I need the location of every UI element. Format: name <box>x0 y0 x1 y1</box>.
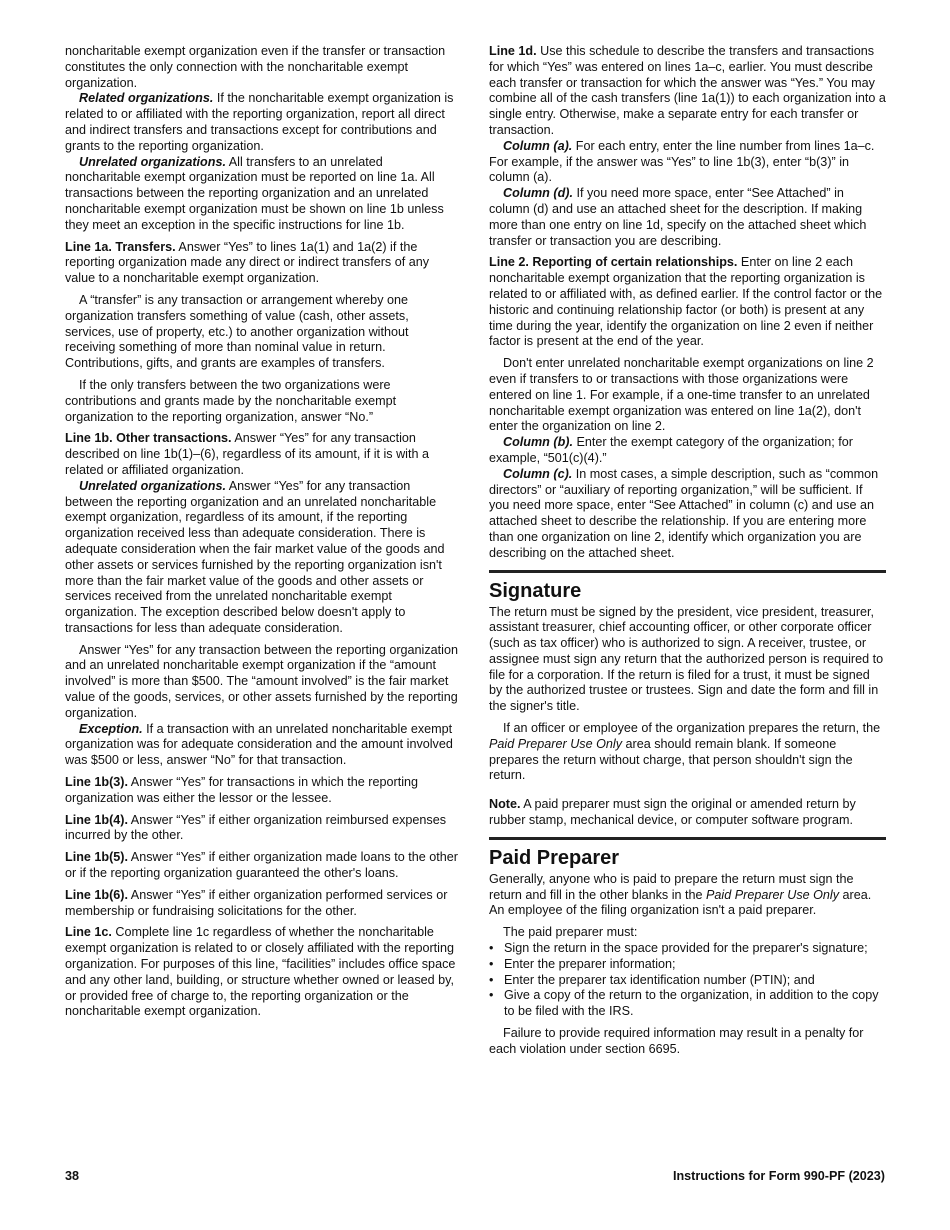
line-1b6-text: Answer “Yes” if either organization performed services or membership or fundraising solicitations for the other. <box>65 887 448 918</box>
line-1a-heading: Line 1a. Transfers. <box>65 239 176 254</box>
signature-paragraph-2: If an officer or employee of the organization prepares the return, the Paid Preparer Use Only area should remain blank. If someone prepares the return without charge, that person shouldn't sign the return. <box>489 721 881 783</box>
unrelated-organizations-paragraph <box>65 155 461 234</box>
note-heading: Note. <box>489 797 521 812</box>
column-a-heading: Column (a). <box>503 138 573 153</box>
line-1b6-heading: Line 1b(6). <box>65 887 128 902</box>
signature-section <box>489 570 886 829</box>
exception-text: If a transaction with an unrelated noncharitable exempt organization was for adequate consideration and the amount involved was $500 or less, answer “No” for that transaction. <box>65 721 453 768</box>
list-item: • Enter the preparer tax identification number (PTIN); and <box>489 972 815 987</box>
line-1b3-heading: Line 1b(3). <box>65 775 128 790</box>
line-1a-paragraph <box>65 240 461 287</box>
line-1b5-paragraph <box>65 850 461 882</box>
column-a-text: For each entry, enter the line number from lines 1a–c. For example, if the answer was “Yes” to line 1b(3), enter “b(3)” in column (a). <box>489 138 875 185</box>
transfer-definition-paragraph: A “transfer” is any transaction or arrangement whereby one organization transfers something of value (cash, other assets, services, use of property, etc.) to another organization without receiving something of more than nominal value in return. Contributions, gifts, and grants are examples of transfers. <box>65 292 409 371</box>
exception-heading: Exception. <box>79 721 143 736</box>
penalty-paragraph: Failure to provide required information may result in a penalty for each violation under section 6695. <box>489 1026 864 1056</box>
line-1b4-text: Answer “Yes” if either organization reimbursed expenses incurred by the other. <box>65 812 447 843</box>
list-item: • Enter the preparer information; <box>489 956 676 971</box>
page-number: 38 <box>65 1169 80 1183</box>
line-1b5-heading: Line 1b(5). <box>65 850 128 865</box>
column-d-paragraph <box>489 186 886 249</box>
related-organizations-paragraph <box>65 91 461 154</box>
line-2-paragraph <box>489 255 886 350</box>
line-1c-heading: Line 1c. <box>65 925 112 940</box>
related-organizations-heading: Related organizations. <box>79 91 214 106</box>
line-1d-heading: Line 1d. <box>489 44 537 58</box>
dont-enter-paragraph: Don't enter unrelated noncharitable exempt organizations on line 2 even if transfers to or transactions with those organizations were entered on line 1. For example, if a one-time transfer to an unrelated noncharitable exempt organization was entered on line 1a(2), don't enter the organization on line 2. <box>489 356 874 434</box>
left-column <box>65 44 461 1020</box>
exception-paragraph <box>65 722 461 769</box>
note-paragraph <box>489 797 886 829</box>
unrelated-organizations-text: All transfers to an unrelated noncharitable exempt organization must be reported on line 1a. All transactions between the reporting organization and an unrelated noncharitable exempt organization must be shown on line 1b unless they meet an exception in the specific instructions for line 1b. <box>65 154 444 232</box>
line-1b3-paragraph <box>65 775 461 807</box>
note-text: A paid preparer must sign the original or amended return by rubber stamp, mechanical device, or computer software program. <box>489 797 856 828</box>
signature-title: Signature <box>489 579 582 602</box>
line-1b4-heading: Line 1b(4). <box>65 812 128 827</box>
column-d-text: If you need more space, enter “See Attached” in column (d) and use an attached sheet for the description. If making more than one entry on line 1d, specify on the attached sheet which transfer or transaction you are describing. <box>489 186 867 248</box>
signature-paragraph-1: The return must be signed by the president, vice president, treasurer, assistant treasurer, chief accounting officer, or other corporate officer (such as tax officer) who is authorized to sign. A receiver, trustee, or assignee must sign any return that the authorized person is required to file for a corporation. If the return is filed for a trust, it must be signed by the authorized trustee or trustees. Sign and date the form and fill in the signer's title. <box>489 604 884 714</box>
paragraph-continuation: noncharitable exempt organization even if the transfer or transaction constitutes the only connection with the noncharitable exempt organization. <box>65 44 446 90</box>
column-c-text: In most cases, a simple description, such as “common directors” or “auxiliary of reporting organization,” will be sufficient. If you need more space, enter “See Attached” in column (c) and use an attached sheet to describe the relationship. If you are entering more than one organization on line 2, identify which organization you are describing on the attached sheet. <box>489 466 879 560</box>
paid-preparer-section <box>489 837 886 1058</box>
paid-preparer-list <box>489 941 886 1020</box>
paid-preparer-title: Paid Preparer <box>489 846 620 869</box>
paid-preparer-must: The paid preparer must: <box>503 925 638 940</box>
line-2-text: Enter on line 2 each noncharitable exempt organization that the reporting organization is related to or affiliated with, as defined earlier. If the control factor or the historic and continuing relationship factor (or both) is present at any time during the year, identify the organization on line 2 even if neither factor is present at the end of the year. <box>489 255 883 349</box>
related-organizations-text: If the noncharitable exempt organization is related to or affiliated with the reporting organization, report all direct and indirect transfers and transactions except for contributions and grants to the reporting organization. <box>65 91 454 153</box>
paid-preparer-paragraph-1: Generally, anyone who is paid to prepare the return must sign the return and fill in the other blanks in the Paid Preparer Use Only area. An employee of the filing organization isn't a paid preparer. <box>489 871 872 918</box>
unrelated-transactions-text: Answer “Yes” for any transaction between the reporting organization and an unrelated noncharitable exempt organization, regardless of its amount, if the reporting organization received less than adequate consideration. There is adequate consideration when the fair market value of the goods and other assets or services furnished by the reporting organization isn't more than the fair market value of the goods and other assets or services received from the unrelated noncharitable exempt organization. The exception described below doesn't apply to transactions for less than adequate consideration. <box>65 478 445 635</box>
column-c-heading: Column (c). <box>503 466 573 481</box>
line-1c-paragraph <box>65 925 461 1020</box>
line-1b-paragraph <box>65 431 461 478</box>
only-transfers-paragraph: If the only transfers between the two organizations were contributions and grants made by the noncharitable exempt organization to the reporting organization, answer “No.” <box>65 377 397 424</box>
line-1b4-paragraph <box>65 813 461 845</box>
line-1c-text: Complete line 1c regardless of whether the noncharitable exempt organization is related to or closely affiliated with the reporting organization. For purposes of this line, “facilities” includes office space and any other land, building, or structure whether owned or leased by, or provided free of charge to, the reporting organization or the noncharitable exempt organization. <box>65 925 456 1019</box>
line-1b3-text: Answer “Yes” for transactions in which the reporting organization was either the lessor or the lessee. <box>65 775 419 805</box>
column-b-paragraph <box>489 435 886 467</box>
unrelated-transactions-heading: Unrelated organizations. <box>79 478 226 493</box>
line-1d-text: Use this schedule to describe the transfers and transactions for which “Yes” was entered on lines 1a–c, earlier. You must describe each transfer or transaction for which the answer was “Yes.” You may combine all of the cash transfers (line 1a(1)) to each organization into a single entry. Otherwise, make a separate entry for each transfer or transaction. <box>489 44 886 137</box>
line-1a-text: Answer “Yes” to lines 1a(1) and 1a(2) if the reporting organization made any direct or indirect transfers of any value to a noncharitable exempt organization. <box>65 239 430 286</box>
line-1b5-text: Answer “Yes” if either organization made loans to the other or if the reporting organization guaranteed the other's loans. <box>65 850 458 881</box>
unrelated-organizations-heading: Unrelated organizations. <box>79 154 226 169</box>
column-c-paragraph <box>489 467 886 562</box>
column-d-heading: Column (d). <box>503 186 573 201</box>
line-1b-text: Answer “Yes” for any transaction described on line 1b(1)–(6), regardless of its amount, if it is with a related or affiliated organization. <box>65 431 429 477</box>
line-2-heading: Line 2. Reporting of certain relationships. <box>489 255 738 270</box>
line-1b6-paragraph <box>65 888 461 920</box>
amount-involved-paragraph: Answer “Yes” for any transaction between the reporting organization and an unrelated noncharitable exempt organization if the “amount involved” is more than $500. The “amount involved” is the fair market value of the goods, services, or other assets furnished by the reporting organization. <box>65 642 458 720</box>
column-b-text: Enter the exempt category of the organization; for example, “501(c)(4).” <box>489 435 853 465</box>
column-b-heading: Column (b). <box>503 435 573 450</box>
form-title-footer: Instructions for Form 990-PF (2023) <box>672 1169 885 1183</box>
right-column <box>489 44 886 1058</box>
line-1d-paragraph <box>489 44 886 139</box>
list-item: • Give a copy of the return to the organization, in addition to the copy to be filed with the IRS. <box>489 988 879 1019</box>
list-item: • Sign the return in the space provided for the preparer's signature; <box>489 941 868 956</box>
column-a-paragraph <box>489 139 886 186</box>
unrelated-transactions-paragraph <box>65 479 461 637</box>
line-1b-heading: Line 1b. Other transactions. <box>65 431 232 446</box>
